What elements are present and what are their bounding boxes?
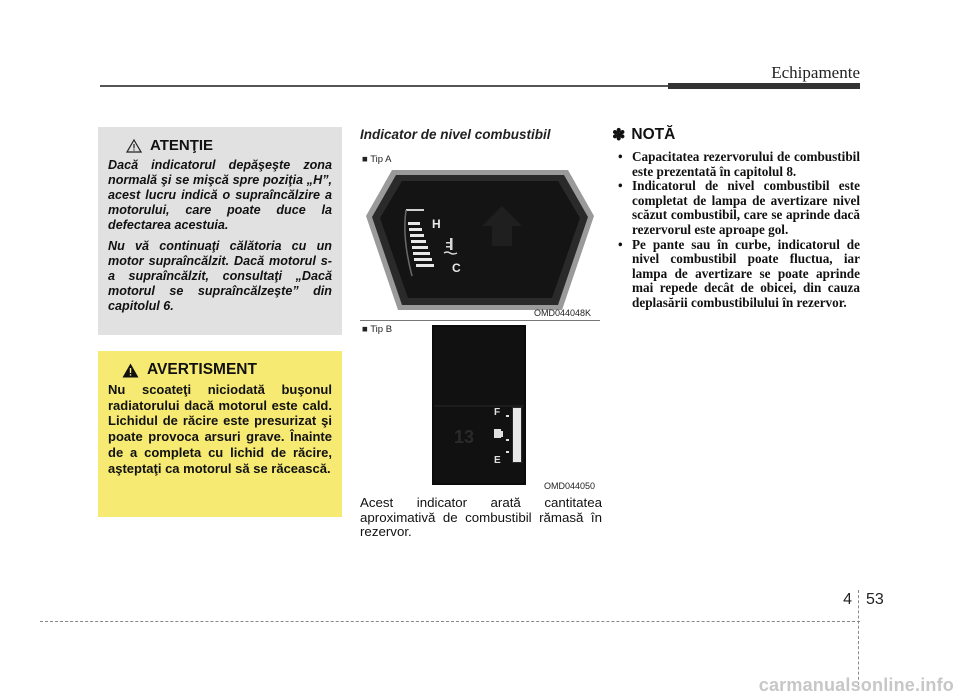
note-item-1: • Capacitatea rezervorului de combustibil este prezentată în capitolul 8.: [612, 150, 860, 179]
warning-box: [98, 351, 342, 517]
gauge-hot-mark: H: [432, 217, 441, 231]
caution-title: ATENŢIE: [150, 137, 214, 154]
caution-paragraph-1: Dacă indicatorul depăşeşte zona normală şi se mişcă spre poziţia „H”, acest lucru indică o supraîncălzire a motorului, care poate duce la defectarea acestuia.: [108, 158, 332, 232]
warning-triangle-icon: [122, 363, 139, 378]
chapter-number: 4: [843, 591, 852, 608]
gauge-full-mark: F: [494, 407, 501, 418]
caution-box: [98, 127, 342, 335]
section-heading: Indicator de nivel combustibil: [360, 127, 551, 142]
caution-header: [126, 137, 332, 154]
figure-a-code: OMD044048K: [534, 308, 592, 318]
watermark-text: carmanualsonline.info: [758, 675, 954, 695]
chapter-title: Echipamente: [771, 63, 860, 82]
fuel-gauge-image-type-a: [362, 166, 598, 314]
caution-paragraph-2: Nu vă continuaţi călătoria cu un motor supraîncălzit. Dacă motorul s-a supraîncălzit, consultaţi „Dacă motorul se supraîncălzeşte” din capitolul 6.: [108, 239, 332, 313]
warning-triangle-icon: [126, 139, 142, 153]
warning-header: [122, 361, 332, 379]
gauge-empty-mark: E: [494, 455, 501, 466]
warning-title: AVERTISMENT: [147, 361, 257, 378]
figure-b-label: ■ Tip B: [362, 324, 393, 335]
fuel-gauge-image-type-b: [432, 325, 526, 485]
figure-b-code: OMD044050: [544, 481, 596, 491]
note-item-3: • Pe pante sau în curbe, indicatorul de nivel combustibil poate fluctua, iar lampa de avertizare se poate aprinde mai repede decât de obicei, din cauza deplasării combustibilului în rezervor.: [612, 238, 860, 311]
figure-divider: [360, 320, 600, 321]
note-header: [612, 125, 675, 145]
note-item-2: • Indicatorul de nivel combustibil este completat de lampa de avertizare nivel scăzut combustibil, care se aprinde dacă rezervorul este aproape gol.: [612, 179, 860, 237]
page-number: 53: [866, 591, 884, 608]
gauge-cold-mark: C: [452, 261, 461, 275]
asterisk-icon: ✽: [612, 127, 626, 144]
note-title: NOTĂ: [631, 126, 676, 143]
figure-a-label: ■ Tip A: [362, 154, 392, 165]
header-rule-accent: [668, 83, 860, 89]
svg-text:13: 13: [454, 427, 475, 447]
note-list: [612, 150, 860, 311]
footer-rule: [40, 621, 860, 622]
warning-text: Nu scoateţi niciodată buşonul radiatorului dacă motorul este cald. Lichidul de răcire este presurizat şi poate provoca arsuri grave. Înainte de a completa cu lichid de răcire, aşteptaţi ca motorul să se răcească.: [108, 382, 332, 476]
section-body-text: Acest indicator arată cantitatea aproximativă de combustibil rămasă în rezervor.: [360, 495, 602, 539]
